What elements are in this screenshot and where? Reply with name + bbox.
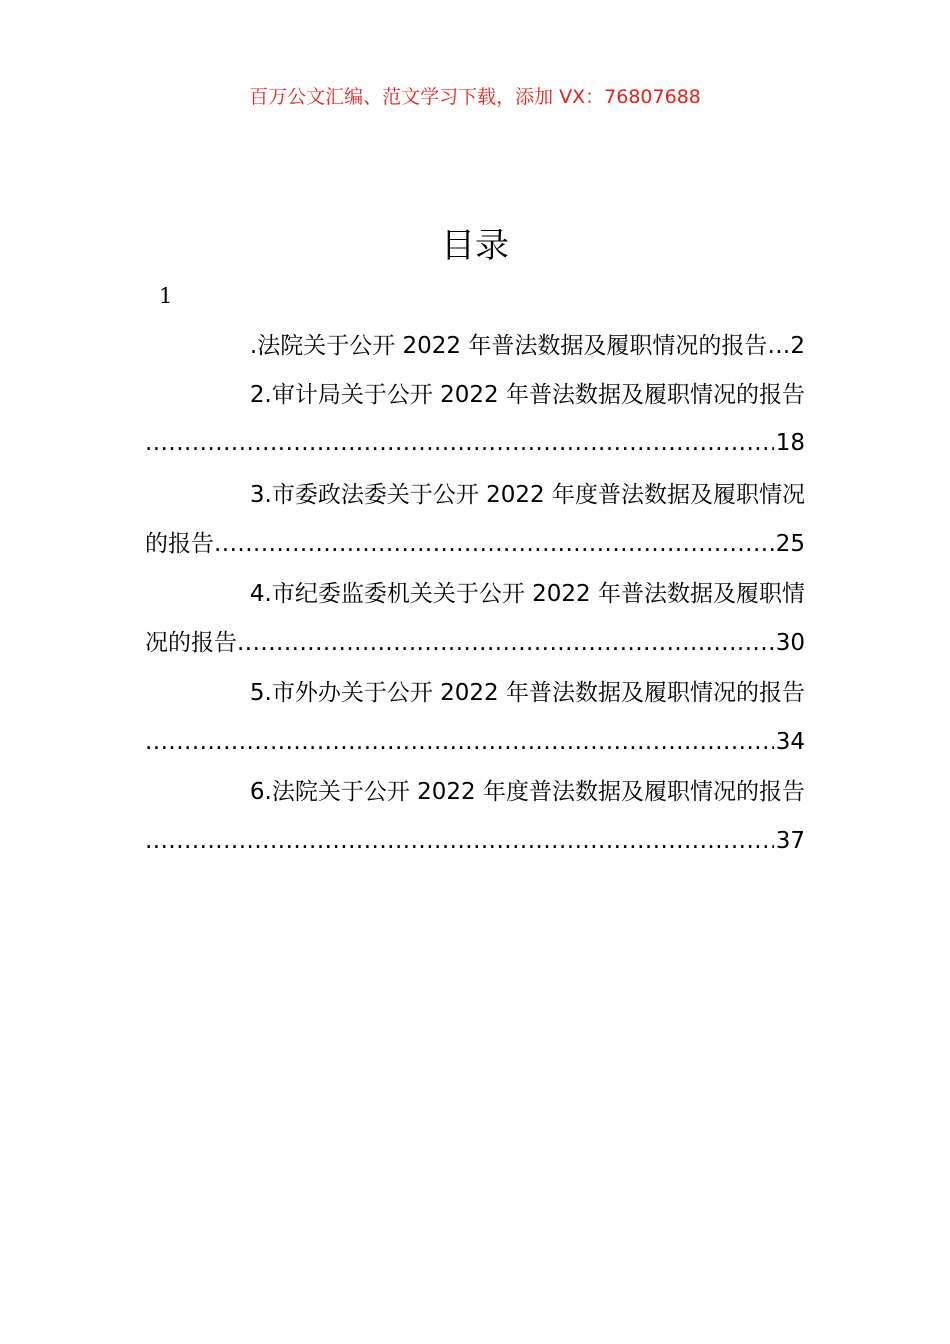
dot-leader bbox=[145, 826, 774, 856]
toc-entry-6-title[interactable]: 6.法院关于公开 2022 年度普法数据及履职情况的报告 bbox=[249, 779, 805, 805]
toc-entry-4-leader[interactable] bbox=[145, 628, 805, 658]
toc-entry-5-title[interactable]: 5.市外办关于公开 2022 年普法数据及履职情况的报告 bbox=[249, 680, 805, 706]
dot-leader bbox=[145, 727, 774, 757]
dot-leader bbox=[214, 529, 774, 559]
toc-entry-1[interactable]: .法院关于公开 2022 年普法数据及履职情况的报告…2 bbox=[249, 333, 805, 359]
toc-title: 目录 bbox=[441, 226, 509, 266]
toc-entry-5-page: 34 bbox=[775, 729, 805, 755]
toc-entry-4-title[interactable]: 4.市纪委监委机关关于公开 2022 年普法数据及履职情 bbox=[249, 581, 805, 607]
dot-leader bbox=[237, 628, 774, 658]
header-banner: 百万公文汇编、范文学习下载，添加 VX：76807688 bbox=[249, 86, 701, 108]
toc-entry-6-page: 37 bbox=[775, 828, 805, 854]
toc-entry-3-title[interactable]: 3.市委政法委关于公开 2022 年度普法数据及履职情况 bbox=[249, 482, 805, 508]
dot-leader bbox=[145, 428, 774, 458]
toc-entry-3-title-cont: 的报告 bbox=[145, 531, 214, 557]
toc-entry-2-page: 18 bbox=[775, 430, 805, 456]
toc-entry-3-leader[interactable] bbox=[145, 529, 805, 559]
toc-entry-4-page: 30 bbox=[775, 630, 805, 656]
toc-entry-2-leader[interactable] bbox=[145, 428, 805, 458]
toc-entry-6-leader[interactable] bbox=[145, 826, 805, 856]
toc-entry-2-title[interactable]: 2.审计局关于公开 2022 年普法数据及履职情况的报告 bbox=[249, 382, 805, 408]
toc-entry-3-page: 25 bbox=[775, 531, 805, 557]
section-marker: 1 bbox=[159, 284, 173, 308]
toc-entry-5-leader[interactable] bbox=[145, 727, 805, 757]
toc-entry-4-title-cont: 况的报告 bbox=[145, 630, 237, 656]
